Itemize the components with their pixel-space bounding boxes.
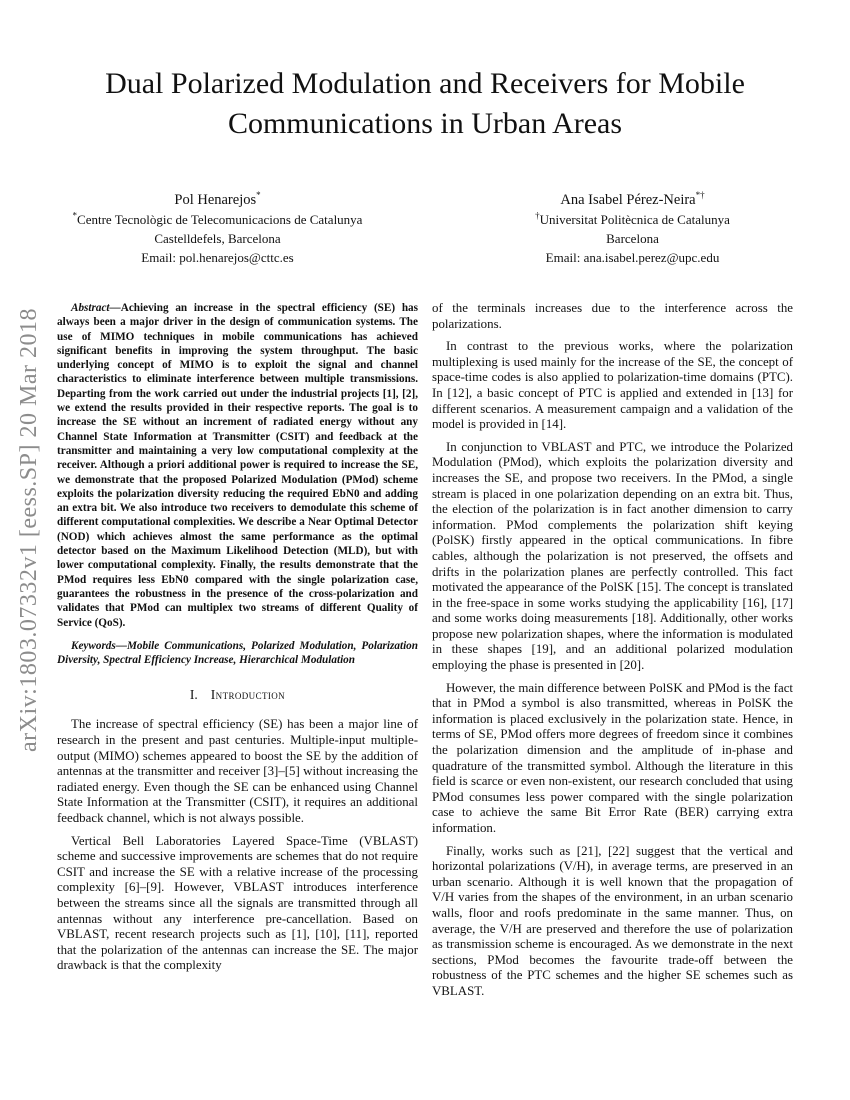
intro-paragraph-2-continuation: of the terminals increases due to the interference across the polarizations.: [432, 301, 793, 331]
abstract-text: Achieving an increase in the spectral efficiency (SE) has always been a major driver in the design of communication systems. The use of MIMO techniques in mobile communications has achieved significant benefits in improving the system throughput. The basic underlying concept of MIMO is to exploit the signal and channel characteristics to eliminate interference between multiple transmissions. Departing from the work carried out under the industrial projects [1], [2], we extend the results provided in their respective reports. The goal is to increase the SE without an increment of radiated energy without any Channel State Information at Transmitter (CSIT) and feedback at the transmitter and maintaining a very low computational complexity at the receiver. Although a priori additional power is required to increase the SE, we demonstrate that the proposed Polarized Modulation (PMod) scheme exploits the polarization diversity reducing the required EbN0 and adding an extra bit. We also introduce two receivers to demodulate this scheme of different computational complexities. We describe a Near Optimal Detector (NOD) which achieves almost the same performance as the optimal detector based on the Maximum Likelihood Detection (MLD), but with lower computational complexity. Finally, the results demonstrate that the PMod requires less EbN0 compared with the single polarization case, guarantees the robustness in the presence of the cross-polarization and validates that PMod can multiplex two streams of different Quality of Service (QoS).: [57, 302, 418, 629]
left-column: [57, 301, 418, 1000]
right-column: [432, 301, 793, 1000]
keywords-paragraph: [57, 639, 418, 668]
author-section: [0, 190, 850, 267]
author-2-affiliation: Universitat Politècnica de Catalunya: [539, 212, 730, 227]
author-1-affiliation-marker: *: [72, 210, 78, 221]
author-1-name: Pol Henarejos: [174, 192, 257, 208]
section-title: Introduction: [210, 687, 286, 703]
two-column-body: [0, 301, 850, 1000]
author-2-email: Email: ana.isabel.perez@upc.edu: [545, 250, 720, 265]
keywords-label: Keywords—: [71, 639, 127, 652]
author-1-affiliation: Centre Tecnològic de Telecomunicacions de Catalunya: [77, 212, 363, 227]
author-1-city: Castelldefels, Barcelona: [154, 231, 281, 246]
intro-paragraph-6: Finally, works such as [21], [22] suggest that the vertical and horizontal polarizations (V/H), in average terms, are preserved in an urban scenario. Although it is well known that the propagation of V/H varies from the shapes of the environment, in an urban scenario walls, floor and roofs predominate in the same manner. Thus, on average, the V/H are preserved and therefore the use of polarization as transmission scheme is encouraged. As we demonstrate in the next sections, PMod becomes the favourite trade-off between the robustness of the PTC schemes and the higher SE schemes such as VBLAST.: [432, 843, 793, 998]
arxiv-identifier-stamp: arXiv:1803.07332v1 [eess.SP] 20 Mar 2018: [16, 308, 42, 752]
author-2-name: Ana Isabel Pérez-Neira: [560, 192, 696, 208]
author-2-affiliation-line: [460, 210, 805, 229]
section-heading-introduction: [57, 687, 418, 703]
author-block-1: [45, 190, 390, 267]
intro-paragraph-5: However, the main difference between PolSK and PMod is the fact that in PMod a symbol is also transmitted, whereas in PolSK the information is placed exclusively in the polarization state. Hence, in terms of SE, PMod offers more degrees of freedom since it combines the polarization dimension and the amplitude of in-phase and quadrature of the transmitted symbol. Although the literature in this field is scarce or even non-existent, our research concluded that using PMod consumes less power compared with the single polarization case to achieve the same Bit Error Rate (BER) carrying extra information.: [432, 680, 793, 835]
abstract-paragraph: [57, 301, 418, 630]
keywords-text: Mobile Communications, Polarized Modulation, Polarization Diversity, Spectral Efficiency Increase, Hierarchical Modulation: [57, 639, 418, 667]
author-1-affiliation-line: [45, 210, 390, 229]
intro-paragraph-3: In contrast to the previous works, where the polarization multiplexing is used mainly for the increase of the SE, the concept of space-time codes is also applied to polarization-time domains (PTC). In [12], a basic concept of PTC is applied and extended in [13] for different scenarios. A measurement campaign and a validation of the model is provided in [14].: [432, 339, 793, 432]
abstract-label: Abstract—: [71, 302, 121, 314]
paper-title: Dual Polarized Modulation and Receivers for Mobile Communications in Urban Areas: [105, 67, 745, 140]
author-2-name-line: [460, 190, 805, 210]
author-2-city: Barcelona: [606, 231, 659, 246]
intro-paragraph-1: The increase of spectral efficiency (SE) has been a major line of research in the present and past centuries. Multiple-input multiple-output (MIMO) schemes appeared to boost the SE by the addition of antennas at the transmitter and receiver [3]–[5] without increasing the radiated energy. Even though the SE can be enhanced using Channel State Information at the Transmitter (CSIT), it requires an additional feedback channel, which is not always possible.: [57, 717, 418, 825]
author-1-name-line: [45, 190, 390, 210]
author-2-name-superscript: *†: [695, 190, 705, 201]
section-number: I.: [189, 687, 198, 703]
author-block-2: [460, 190, 805, 267]
author-1-name-superscript: *: [256, 190, 261, 201]
author-2-affiliation-marker: †: [535, 210, 540, 221]
intro-paragraph-4: In conjunction to VBLAST and PTC, we introduce the Polarized Modulation (PMod), which exploits the polarization diversity and increases the SE, and propose two receivers. In the PMod, a single stream is placed in one polarization depending on an extra bit. Thus, the election of the polarization is in fact another dimension to carry information. PMod complements the polarization shift keying (PolSK) firstly appeared in the optical communications. In fibre cables, although the polarization is not preserved, the offsets and drifts in the polarization planes are perfectly controlled. This fact motivated the appearance of the PolSK [15]. The concept is translated in the free-space in some works studying the applicability [16], [17] and some works doing measurements [18]. Additionally, other works propose new polarization shapes, where the information is modulated in these shapes [19], and an additional polarized modulation employing the phase is presented in [20].: [432, 439, 793, 673]
author-1-email: Email: pol.henarejos@cttc.es: [141, 250, 294, 265]
intro-paragraph-2: Vertical Bell Laboratories Layered Space-Time (VBLAST) scheme and successive improvements are schemes that do not require CSIT and increase the SE with a relative increase of the processing complexity [6]–[9]. However, VBLAST introduces interference between the streams since all the signals are transmitted through all antennas without any interference pre-cancellation. Based on VBLAST, recent research projects such as [1], [10], [11], reported that the polarization of the antennas can increase the SE. The major drawback is that the complexity: [57, 833, 418, 973]
